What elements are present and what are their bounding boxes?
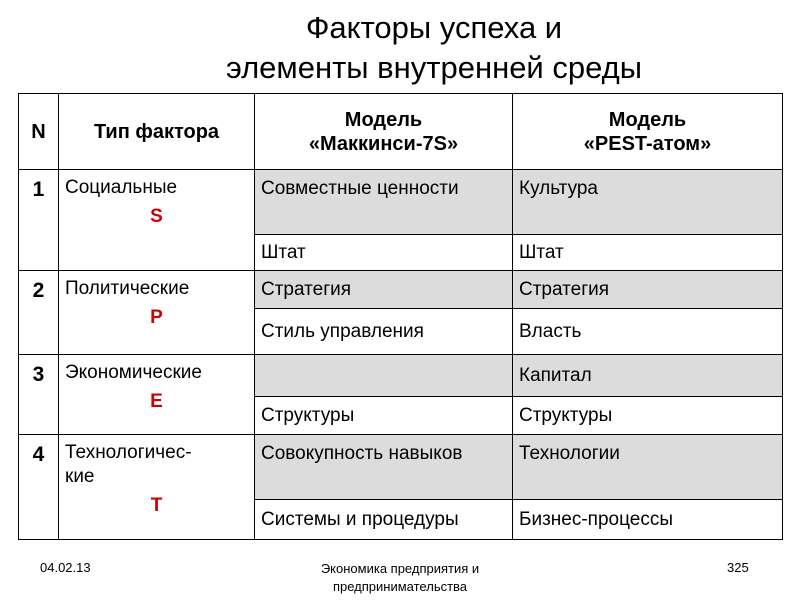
factor-letter: S bbox=[150, 206, 163, 227]
pest-cell: Технологии bbox=[513, 435, 783, 500]
factor-letter: T bbox=[150, 495, 163, 516]
header-row bbox=[19, 94, 783, 170]
factor-cell bbox=[59, 355, 255, 435]
row-number: 2 bbox=[19, 271, 59, 355]
factor-cell bbox=[59, 271, 255, 355]
footer-course-line-1: Экономика предприятия и bbox=[320, 561, 480, 576]
table-row bbox=[19, 435, 783, 500]
factor-name-line-2: кие bbox=[65, 466, 95, 487]
pest-cell: Стратегия bbox=[513, 271, 783, 309]
header-pest-line-2: «PEST-атом» bbox=[583, 132, 712, 155]
row-number: 3 bbox=[19, 355, 59, 435]
mckinsey-cell: Штат bbox=[255, 235, 513, 271]
table-row bbox=[19, 170, 783, 235]
table-row bbox=[19, 355, 783, 397]
factor-name: Экономические bbox=[65, 362, 202, 383]
pest-cell: Структуры bbox=[513, 397, 783, 435]
footer-course-line-2: предпринимательства bbox=[332, 579, 468, 594]
mckinsey-cell: Совместные ценности bbox=[255, 170, 513, 235]
factor-name: Социальные bbox=[65, 177, 178, 198]
factor-name: Политические bbox=[65, 278, 190, 299]
header-mckinsey-line-1: Модель bbox=[344, 108, 423, 131]
factor-name-line-1: Технологичес- bbox=[65, 442, 192, 463]
row-number: 4 bbox=[19, 435, 59, 540]
pest-cell: Власть bbox=[513, 309, 783, 355]
footer-page-number: 325 bbox=[727, 560, 749, 575]
factor-letter: P bbox=[150, 307, 163, 328]
header-n: N bbox=[19, 94, 59, 170]
row-number: 1 bbox=[19, 170, 59, 271]
table-row bbox=[19, 271, 783, 309]
factor-cell bbox=[59, 170, 255, 271]
mckinsey-cell: Стиль управления bbox=[255, 309, 513, 355]
header-factor-type: Тип фактора bbox=[59, 94, 255, 170]
mckinsey-cell: Стратегия bbox=[255, 271, 513, 309]
page-title bbox=[0, 8, 800, 88]
mckinsey-cell bbox=[255, 355, 513, 397]
title-line-1: Факторы успеха и bbox=[305, 10, 563, 45]
footer-date: 04.02.13 bbox=[40, 560, 91, 575]
header-mckinsey bbox=[255, 94, 513, 170]
pest-cell: Штат bbox=[513, 235, 783, 271]
header-mckinsey-line-2: «Маккинси-7S» bbox=[308, 132, 459, 155]
pest-cell: Бизнес-процессы bbox=[513, 500, 783, 540]
footer-course-title bbox=[300, 560, 500, 596]
pest-cell: Капитал bbox=[513, 355, 783, 397]
factor-cell bbox=[59, 435, 255, 540]
mckinsey-cell: Системы и процедуры bbox=[255, 500, 513, 540]
header-pest bbox=[513, 94, 783, 170]
mckinsey-cell: Структуры bbox=[255, 397, 513, 435]
title-line-2: элементы внутренней среды bbox=[225, 50, 643, 85]
header-pest-line-1: Модель bbox=[608, 108, 687, 131]
mckinsey-cell: Совокупность навыков bbox=[255, 435, 513, 500]
pest-cell: Культура bbox=[513, 170, 783, 235]
factor-letter: E bbox=[150, 391, 163, 412]
factors-table bbox=[18, 93, 783, 540]
